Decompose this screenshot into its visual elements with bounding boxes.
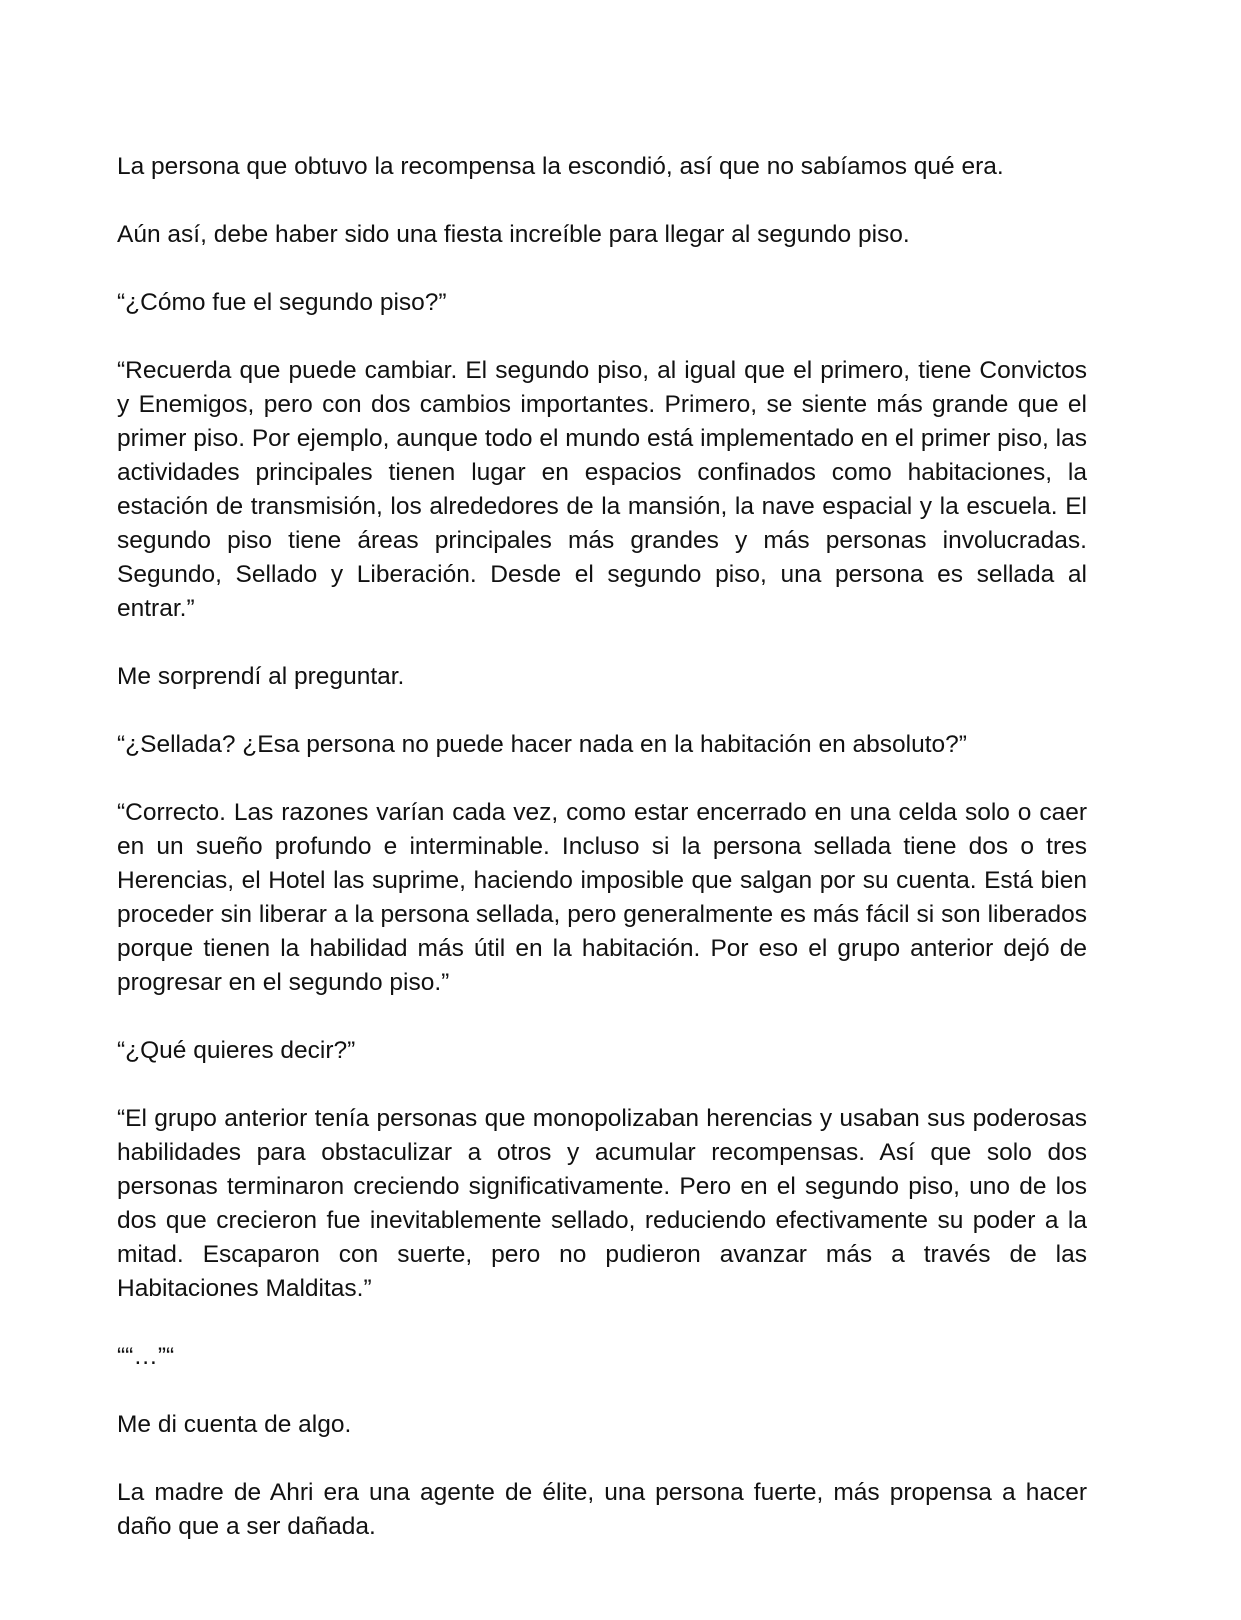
dialogue-silence: ““…”“ bbox=[117, 1343, 175, 1370]
paragraph-surprised: Me sorprendí al preguntar. bbox=[117, 663, 405, 690]
paragraph-reward-hidden: La persona que obtuvo la recompensa la escondió, así que no sabíamos qué era. bbox=[117, 153, 1004, 180]
dialogue-question-meaning: “¿Qué quieres decir?” bbox=[117, 1037, 356, 1064]
paragraph-realized: Me di cuenta de algo. bbox=[117, 1411, 352, 1438]
dialogue-sealed-explanation: “Correcto. Las razones varían cada vez, como estar encerrado en una celda solo o caer en un sueño profundo e interminable. Incluso si la persona sellada tiene dos o tres Herencias, el Hotel las suprime, haciendo imposible que salgan por su cuenta. Está bien proceder sin liberar a la persona sellada, pero generalmente es más fácil si son liberados porque tienen la habilidad más útil en la habitación. Por eso el grupo anterior dejó de progresar en el segundo piso.” bbox=[117, 799, 1087, 996]
document-page bbox=[117, 150, 1087, 1544]
paragraph-ahri-mother: La madre de Ahri era una agente de élite, una persona fuerte, más propensa a hacer daño que a ser dañada. bbox=[117, 1479, 1087, 1540]
dialogue-previous-group: “El grupo anterior tenía personas que monopolizaban herencias y usaban sus poderosas habilidades para obstaculizar a otros y acumular recompensas. Así que solo dos personas terminaron creciendo significativamente. Pero en el segundo piso, uno de los dos que crecieron fue inevitablemente sellado, reduciendo efectivamente su poder a la mitad. Escaparon con suerte, pero no pudieron avanzar más a través de las Habitaciones Malditas.” bbox=[117, 1105, 1087, 1302]
dialogue-second-floor-explanation: “Recuerda que puede cambiar. El segundo piso, al igual que el primero, tiene Convictos y Enemigos, pero con dos cambios importantes. Primero, se siente más grande que el primer piso. Por ejemplo, aunque todo el mundo está implementado en el primer piso, las actividades principales tienen lugar en espacios confinados como habitaciones, la estación de transmisión, los alrededores de la mansión, la nave espacial y la escuela. El segundo piso tiene áreas principales más grandes y más personas involucradas. Segundo, Sellado y Liberación. Desde el segundo piso, una persona es sellada al entrar.” bbox=[117, 357, 1087, 622]
paragraph-party-second-floor: Aún así, debe haber sido una fiesta increíble para llegar al segundo piso. bbox=[117, 221, 910, 248]
dialogue-question-sealed: “¿Sellada? ¿Esa persona no puede hacer nada en la habitación en absoluto?” bbox=[117, 731, 967, 758]
dialogue-question-second-floor: “¿Cómo fue el segundo piso?” bbox=[117, 289, 447, 316]
